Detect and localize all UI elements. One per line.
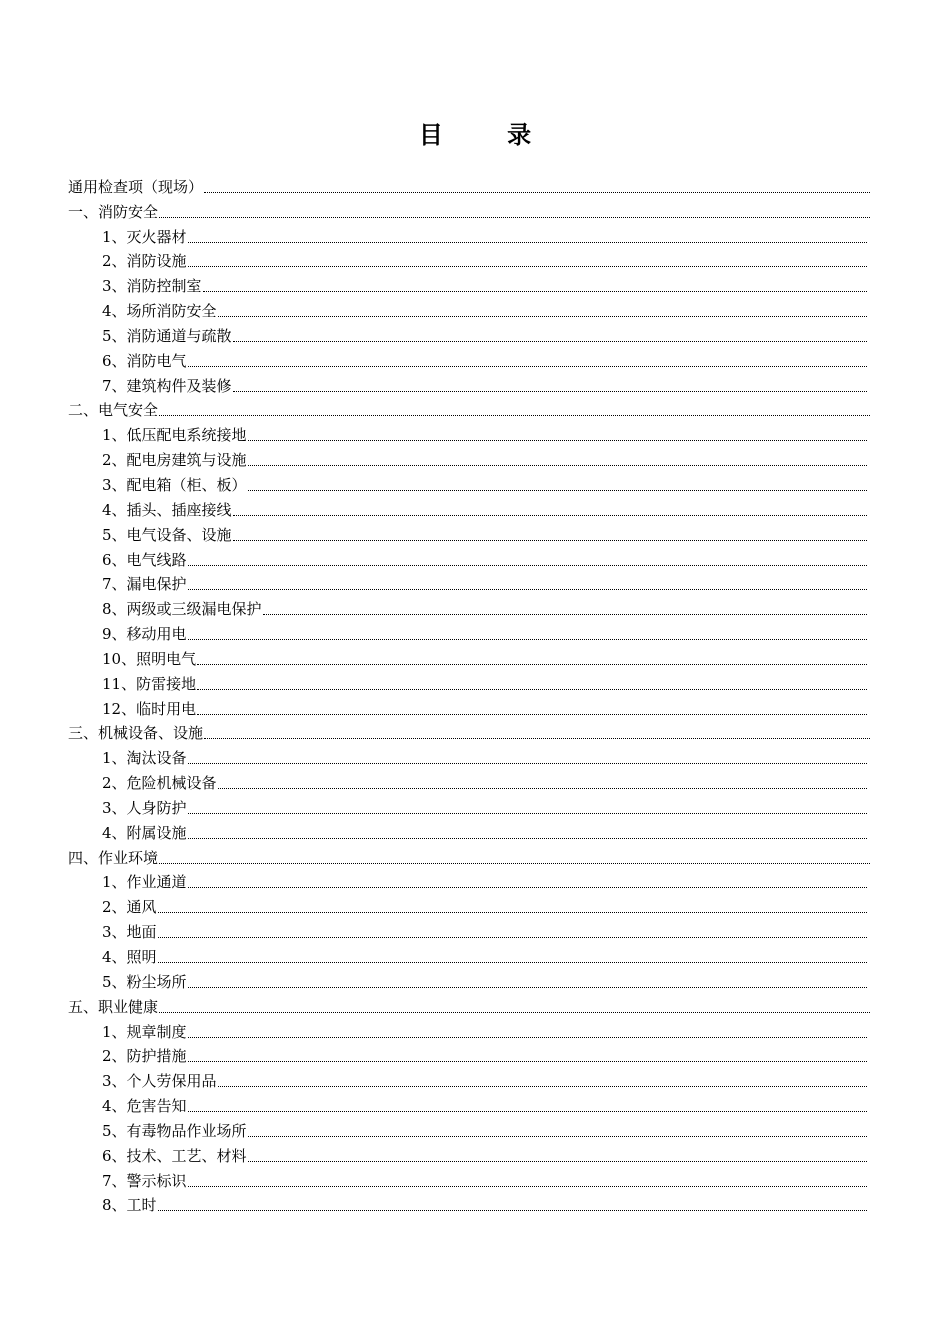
toc-section-entry[interactable] [0,172,870,197]
toc-subsection-entry[interactable] [0,892,867,917]
toc-subsection-entry[interactable] [0,1091,867,1116]
toc-entry-text: 2、通风 [102,898,157,917]
toc-subsection-entry[interactable] [0,346,867,371]
toc-subsection-entry[interactable] [0,445,867,470]
toc-subsection-entry[interactable] [0,1141,867,1166]
toc-dot-leader [248,440,867,441]
toc-subsection-entry[interactable] [0,371,867,396]
toc-dot-leader [158,912,867,913]
toc-subsection-entry[interactable] [0,1191,867,1216]
toc-entry-text: 3、个人劳保用品 [102,1072,217,1091]
toc-entry-text: 4、场所消防安全 [102,302,217,321]
toc-subsection-entry[interactable] [0,271,867,296]
toc-subsection-entry[interactable] [0,247,867,272]
toc-entry-text: 3、地面 [102,923,157,942]
toc-entry-text: 1、低压配电系统接地 [102,426,247,445]
toc-dot-leader [159,1012,870,1013]
toc-dot-leader [197,689,867,690]
toc-subsection-entry[interactable] [0,644,867,669]
toc-dot-leader [248,465,867,466]
toc-section-entry[interactable] [0,396,870,421]
toc-dot-leader [158,962,867,963]
toc-entry-text: 2、危险机械设备 [102,774,217,793]
toc-entry-text: 4、插头、插座接线 [102,500,232,519]
toc-dot-leader [188,887,867,888]
toc-dot-leader [188,838,867,839]
toc-dot-leader [188,565,867,566]
toc-subsection-entry[interactable] [0,321,867,346]
toc-entry-text: 10、照明电气 [102,649,197,668]
toc-entry-text: 6、技术、工艺、材料 [102,1146,247,1165]
toc-subsection-entry[interactable] [0,296,867,321]
toc-subsection-entry[interactable] [0,818,867,843]
toc-dot-leader [188,1061,867,1062]
toc-dot-leader [158,1210,867,1211]
toc-entry-text: 2、配电房建筑与设施 [102,451,247,470]
toc-dot-leader [233,540,867,541]
toc-entry-text: 1、规章制度 [102,1022,187,1041]
toc-entry-text: 五、职业健康 [68,997,159,1016]
toc-entry-text: 一、消防安全 [68,202,159,221]
toc-subsection-entry[interactable] [0,470,867,495]
toc-dot-leader [203,291,867,292]
toc-entry-text: 8、工时 [102,1196,157,1215]
toc-entry-text: 三、机械设备、设施 [68,724,204,743]
toc-entry-text: 6、消防电气 [102,351,187,370]
toc-entry-text: 12、临时用电 [102,699,197,718]
toc-subsection-entry[interactable] [0,743,867,768]
toc-dot-leader [188,266,867,267]
toc-dot-leader [197,664,867,665]
toc-dot-leader [248,1136,867,1137]
toc-entry-text: 5、电气设备、设施 [102,525,232,544]
toc-dot-leader [233,515,867,516]
toc-section-entry[interactable] [0,719,870,744]
toc-dot-leader [218,1086,867,1087]
toc-subsection-entry[interactable] [0,520,867,545]
toc-subsection-entry[interactable] [0,868,867,893]
toc-entry-text: 2、防护措施 [102,1047,187,1066]
toc-subsection-entry[interactable] [0,1116,867,1141]
toc-subsection-entry[interactable] [0,694,867,719]
toc-subsection-entry[interactable] [0,967,867,992]
toc-entry-text: 9、移动用电 [102,625,187,644]
toc-dot-leader [197,714,867,715]
toc-entry-text: 二、电气安全 [68,401,159,420]
toc-dot-leader [159,863,870,864]
toc-section-entry[interactable] [0,843,870,868]
toc-dot-leader [248,490,867,491]
toc-dot-leader [188,366,867,367]
toc-subsection-entry[interactable] [0,917,867,942]
toc-entry-text: 8、两级或三级漏电保护 [102,600,262,619]
toc-subsection-entry[interactable] [0,222,867,247]
toc-subsection-entry[interactable] [0,1166,867,1191]
toc-entry-text: 1、淘汰设备 [102,749,187,768]
toc-entry-text: 7、建筑构件及装修 [102,376,232,395]
toc-subsection-entry[interactable] [0,1017,867,1042]
toc-entry-text: 5、粉尘场所 [102,972,187,991]
toc-entry-text: 2、消防设施 [102,252,187,271]
toc-entry-text: 3、配电箱（柜、板） [102,475,247,494]
toc-section-entry[interactable] [0,992,870,1017]
toc-dot-leader [159,415,870,416]
toc-dot-leader [263,614,867,615]
toc-entry-text: 4、照明 [102,948,157,966]
toc-dot-leader [188,987,867,988]
page-title: 目 录 [418,121,560,149]
toc-dot-leader [188,813,867,814]
toc-subsection-entry[interactable] [0,420,867,445]
toc-dot-leader [159,217,870,218]
toc-entry-text: 4、附属设施 [102,823,187,842]
toc-dot-leader [188,1186,867,1187]
table-of-contents [0,172,950,1215]
toc-section-entry[interactable] [0,197,870,222]
toc-entry-text: 11、防雷接地 [102,674,197,693]
toc-entry-text: 1、作业通道 [102,873,187,892]
toc-dot-leader [248,1161,867,1162]
toc-subsection-entry[interactable] [0,545,867,570]
toc-subsection-entry[interactable] [0,594,867,619]
toc-entry-text: 5、有毒物品作业场所 [102,1121,247,1140]
toc-subsection-entry[interactable] [0,570,867,595]
toc-dot-leader [218,788,867,789]
toc-dot-leader [188,639,867,640]
toc-dot-leader [188,242,867,243]
toc-dot-leader [204,738,870,739]
toc-entry-text: 1、灭火器材 [102,227,187,246]
toc-dot-leader [158,937,867,938]
toc-dot-leader [188,1037,867,1038]
toc-entry-text: 四、作业环境 [68,848,159,867]
toc-dot-leader [188,1111,867,1112]
toc-entry-text: 3、消防控制室 [102,277,202,296]
toc-dot-leader [218,316,867,317]
toc-dot-leader [233,391,867,392]
toc-subsection-entry[interactable] [0,942,867,967]
toc-entry-text: 7、警示标识 [102,1171,187,1190]
toc-entry-text: 通用检查项（现场） [68,177,204,196]
toc-entry-text: 4、危害告知 [102,1097,187,1116]
toc-subsection-entry[interactable] [0,768,867,793]
toc-dot-leader [233,341,867,342]
toc-entry-text: 5、消防通道与疏散 [102,326,232,345]
toc-dot-leader [188,589,867,590]
toc-entry-text: 7、漏电保护 [102,575,187,594]
toc-subsection-entry[interactable] [0,1066,867,1091]
toc-subsection-entry[interactable] [0,495,867,520]
toc-subsection-entry[interactable] [0,669,867,694]
toc-entry-text: 3、人身防护 [102,798,187,817]
toc-entry-text: 6、电气线路 [102,550,187,569]
toc-dot-leader [204,192,870,193]
toc-subsection-entry[interactable] [0,619,867,644]
toc-dot-leader [188,763,867,764]
toc-subsection-entry[interactable] [0,793,867,818]
toc-subsection-entry[interactable] [0,1042,867,1067]
